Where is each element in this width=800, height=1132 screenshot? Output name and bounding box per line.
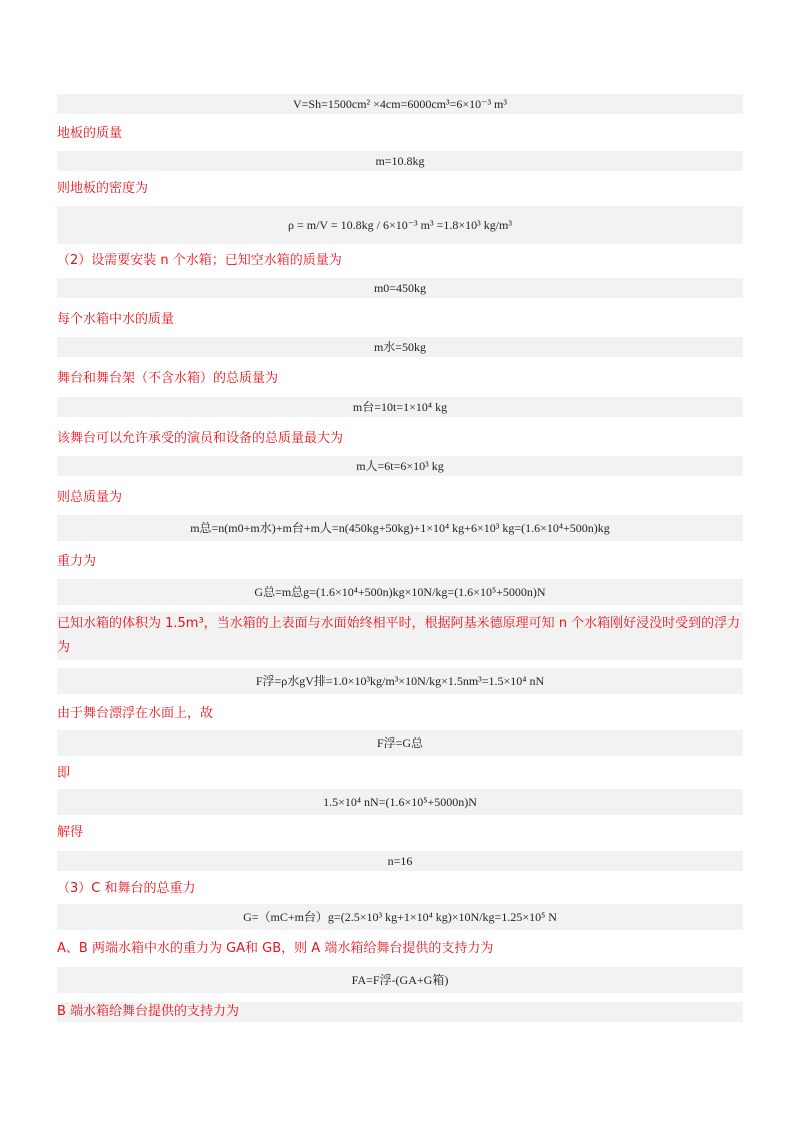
equation-m-person: [57, 456, 743, 476]
equation-text: m0=450kg: [373, 281, 427, 295]
equation-g-c: [57, 904, 743, 930]
equation-text: FA=F浮-(GA+G箱): [351, 973, 449, 987]
equation-text: ρ = m/V = 10.8kg / 6×10⁻³ m³ =1.8×10³ kg/m³: [287, 218, 512, 232]
text-buoyancy: 已知水箱的体积为 1.5m³，当水箱的上表面与水面始终相平时，根据阿基米德原理可知 n 个水箱刚好浸没时受到的浮力为: [57, 612, 743, 660]
text-part3: （3）C 和舞台的总重力: [57, 881, 196, 896]
equation-density: [57, 206, 743, 244]
equation-m-water: [57, 337, 743, 357]
equation-g-total: [57, 579, 743, 605]
equation-solve: [57, 789, 743, 815]
equation-text: m总=n(m0+m水)+m台+m人=n(450kg+50kg)+1×10⁴ kg+6×10³ kg=(1.6×10⁴+500n)kg: [190, 521, 610, 535]
text-total-mass: 则总质量为: [57, 490, 123, 505]
text-water-mass: 每个水箱中水的质量: [57, 312, 175, 327]
text-result: 解得: [57, 825, 84, 840]
equation-text: m水=50kg: [373, 340, 427, 354]
text-max-load: 该舞台可以允许承受的演员和设备的总质量最大为: [57, 431, 344, 446]
equation-text: m人=6t=6×10³ kg: [356, 459, 444, 473]
equation-text: m台=10t=1×10⁴ kg: [352, 400, 448, 414]
equation-text: F浮=ρ水gV排=1.0×10³kg/m³×10N/kg×1.5nm³=1.5×10⁴ nN: [255, 674, 545, 688]
equation-text: n=16: [387, 854, 413, 868]
text-stage-mass: 舞台和舞台架（不含水箱）的总质量为: [57, 371, 279, 386]
equation-volume: [57, 94, 743, 114]
equation-m-total: [57, 515, 743, 541]
equation-text: G总=m总g=(1.6×10⁴+500n)kg×10N/kg=(1.6×10⁵+5000n)N: [254, 585, 546, 599]
text-floor-mass: 地板的质量: [57, 126, 123, 141]
text-ab-water: A、B 两端水箱中水的重力为 GA和 GB，则 A 端水箱给舞台提供的支持力为: [57, 941, 494, 956]
equation-text: V=Sh=1500cm² ×4cm=6000cm³=6×10⁻³ m³: [293, 97, 507, 111]
text-gravity: 重力为: [57, 554, 97, 569]
text-density: 则地板的密度为: [57, 181, 149, 196]
equation-text: m=10.8kg: [375, 154, 425, 168]
equation-buoyancy: [57, 668, 743, 694]
equation-m0: [57, 278, 743, 298]
equation-balance: [57, 730, 743, 756]
text-floating: 由于舞台漂浮在水面上，故: [57, 706, 214, 721]
equation-text: G=（mC+m台）g=(2.5×10³ kg+1×10⁴ kg)×10N/kg=1.25×10⁵ N: [243, 910, 557, 924]
equation-n: [57, 851, 743, 871]
equation-text: 1.5×10⁴ nN=(1.6×10⁵+5000n)N: [323, 795, 477, 809]
equation-text: F浮=G总: [376, 736, 424, 750]
equation-m-stage: [57, 397, 743, 417]
text-part2: （2）设需要安装 n 个水箱；已知空水箱的质量为: [57, 253, 342, 268]
equation-f-a: [57, 967, 743, 993]
equation-mass: [57, 151, 743, 171]
text-ji: 即: [57, 766, 71, 781]
text-b-support: B 端水箱给舞台提供的支持力为: [57, 1002, 743, 1022]
